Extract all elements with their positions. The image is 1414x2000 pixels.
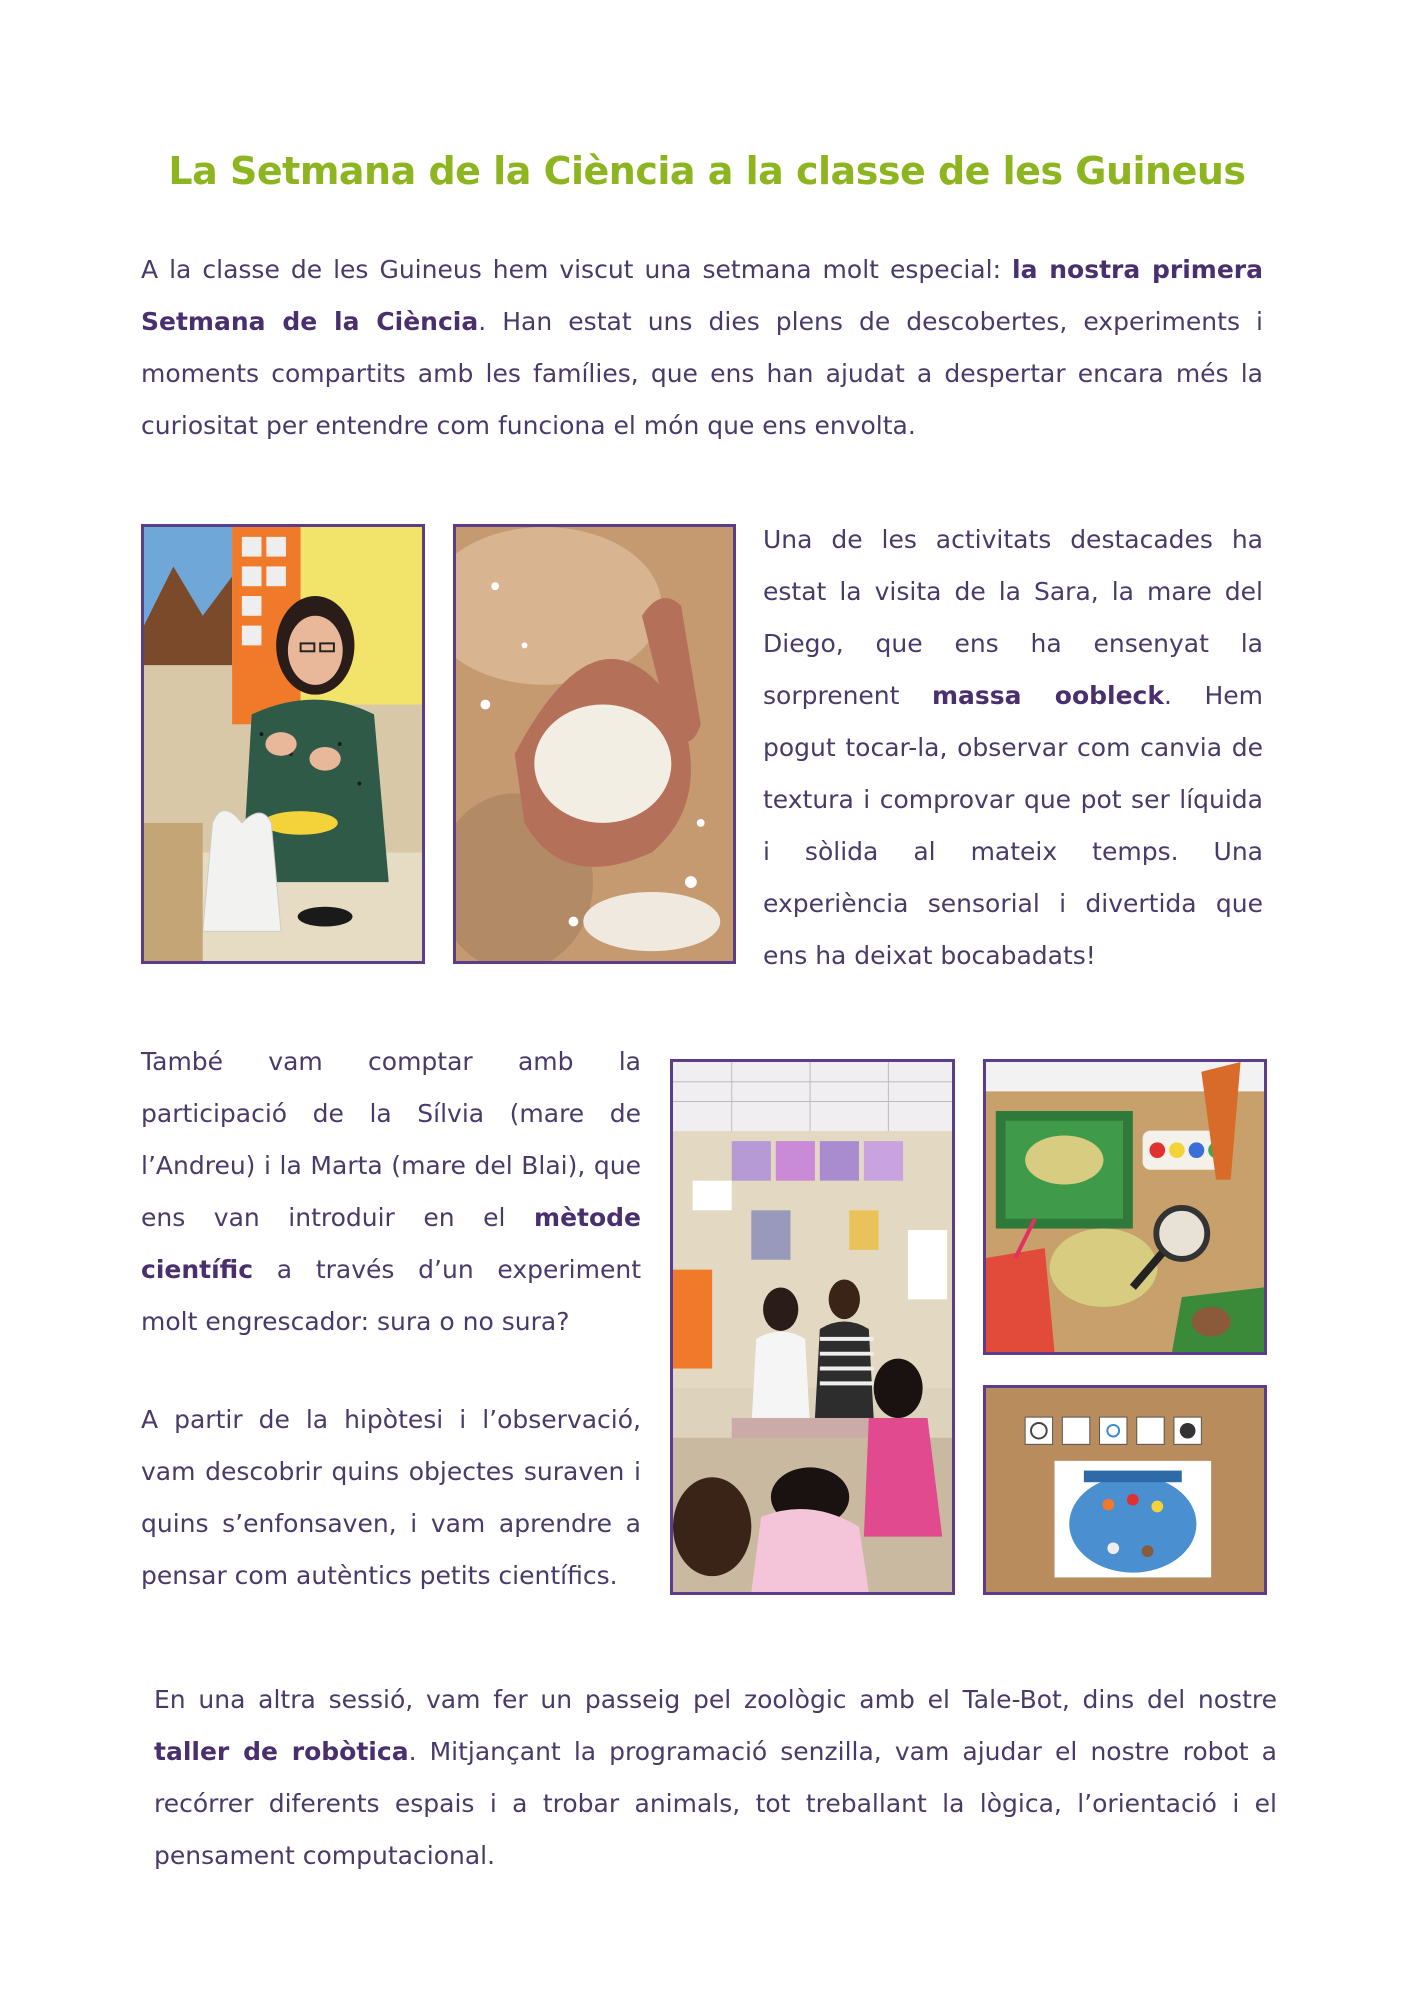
page-title: La Setmana de la Ciència a la classe de les Guineus: [168, 149, 1246, 194]
robotics-text-1: En una altra sessió, vam fer un passeig pel zoològic amb el Tale-Bot, dins del nostre: [154, 1685, 1277, 1714]
intro-text-1: A la classe de les Guineus hem viscut una setmana molt especial:: [141, 255, 1013, 284]
oobleck-text-2: . Hem pogut tocar-la, observar com canvia de textura i comprovar que pot ser líquida i sòlida al mateix temps. Una experiència sensorial i divertida que ens ha deixat bocabadats!: [763, 681, 1263, 970]
oobleck-paragraph: [763, 514, 1263, 982]
intro-paragraph: [141, 244, 1263, 452]
method-text-1: També vam comptar amb la participació de la Sílvia (mare de l’Andreu) i la Marta (mare del Blai), que ens van introduir en el: [141, 1047, 641, 1232]
method-text-2: a través d’un experiment molt engrescador: sura o no sura?: [141, 1255, 641, 1336]
method-paragraph: [141, 1036, 641, 1348]
intro-bold-1: la nostra primera Setmana de la Ciència: [141, 255, 1263, 336]
photo-sara-presenting: [141, 524, 425, 964]
photo-classroom-experiment: [670, 1059, 955, 1595]
oobleck-text-1: Una de les activitats destacades ha estat la visita de la Sara, la mare del Diego, que ens ha ensenyat la sorprenent: [763, 525, 1263, 710]
robotics-text-2: . Mitjançant la programació senzilla, vam ajudar el nostre robot a recórrer diferents espais i a trobar animals, tot treballant la lògica, l’orientació i el pensament computacional.: [154, 1737, 1277, 1870]
photo-oobleck-hand: [453, 524, 736, 964]
hypothesis-text: A partir de la hipòtesi i l’observació, vam descobrir quins objectes suraven i quins s’enfonsaven, i vam aprendre a pensar com autèntics petits científics.: [141, 1405, 641, 1590]
hypothesis-paragraph: [141, 1394, 641, 1602]
oobleck-bold-1: massa oobleck: [931, 681, 1164, 710]
method-bold-1: mètode científic: [141, 1203, 641, 1284]
intro-text-2: . Han estat uns dies plens de descobertes, experiments i moments compartits amb les famílies, que ens han ajudat a despertar encara més la curiositat per entendre com funciona el món que ens envolta.: [141, 307, 1263, 440]
robotics-bold-1: taller de robòtica: [154, 1737, 409, 1766]
photo-magnifying-glass: [983, 1059, 1267, 1355]
photo-fishbowl-chart: [983, 1385, 1267, 1595]
robotics-paragraph: [154, 1674, 1277, 1882]
